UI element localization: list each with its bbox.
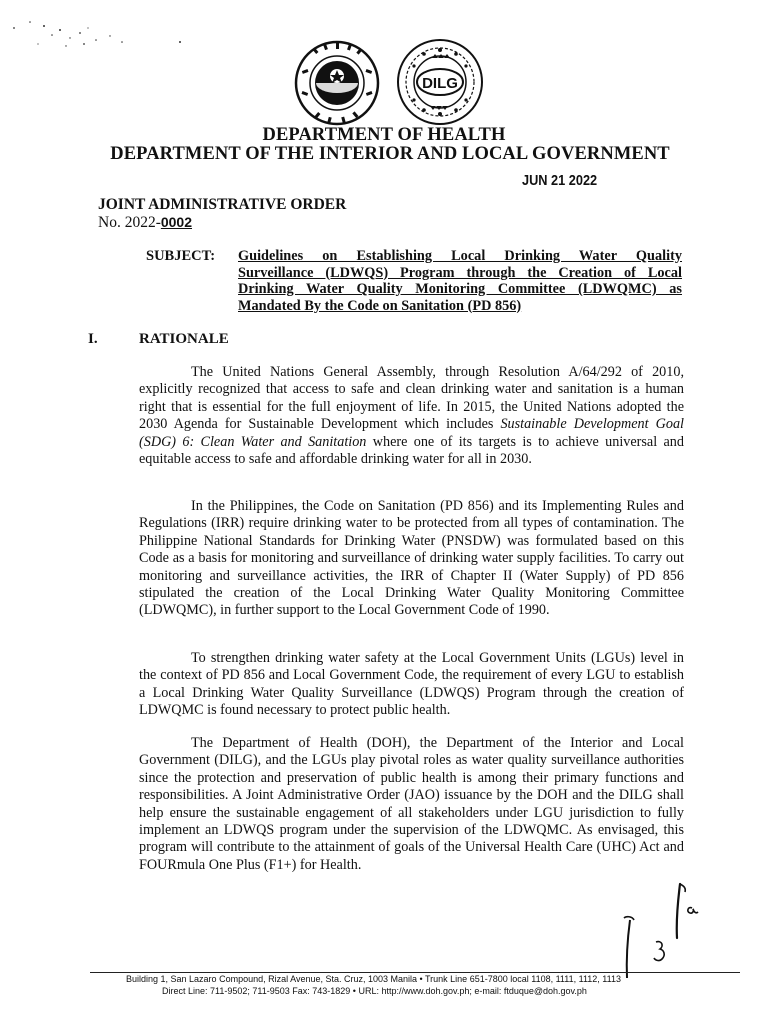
initials-signature [600,880,710,980]
order-number-prefix: No. 2022- [98,214,161,231]
doh-seal [294,40,380,126]
department-title-doh: DEPARTMENT OF HEALTH [262,125,506,145]
rationale-paragraph-3 [139,650,684,720]
rationale-paragraph-2 [139,498,684,620]
order-title: JOINT ADMINISTRATIVE ORDER [98,196,347,213]
footer-address: Building 1, San Lazaro Compound, Rizal Avenue, Sta. Cruz, 1003 Manila • Trunk Line 651-7800 local 1108, 1111, 1112, 1113 [126,974,621,984]
dilg-seal-icon [396,38,484,126]
dilg-seal-text: DILG [422,75,458,92]
subject-text [238,248,682,314]
subject-line: Mandated By the Code on Sanitation (PD 856) [238,297,522,314]
paragraph-1-text-end: where one of its targets is to achieve universal and equitable access to safe and affordable drinking water for all in 2030. [139,433,684,468]
paragraph-4-text: The Department of Health (DOH), the Department of the Interior and Local Government (DILG), and the LGUs play pivotal roles as water quality surveillance authorities since the protection and preservation of public health is among their primary functions and responsibilities. A Joint Administrative Order (JAO) issuance by the DOH and the DILG shall help ensure the sustainable engagement of all stakeholders under LGU jurisdiction to fully implement an LDWQS program under the supervision of the LDWQMC. As envisaged, this program will contribute to the attainment of goals of the Universal Health Care (UHC) Act and FOURmula One Plus (F1+) for Health. [139,735,684,873]
rationale-paragraph-1 [139,364,684,468]
paragraph-3-text: To strengthen drinking water safety at the Local Government Units (LGUs) level in the context of PD 856 and Local Government Code, the requirement of every LGU to establish a Local Drinking Water Quality Surveillance (LDWQS) Program through the creation of LDWQMC is found necessary to protect public health. [139,650,684,719]
order-number-value: 0002 [160,214,193,230]
section-title: RATIONALE [139,331,229,347]
order-number [98,214,192,232]
doh-seal-icon [294,40,380,126]
subject-line: Drinking Water Quality Monitoring Committee (LDWQMC) as [238,281,682,297]
scan-specks [0,0,190,60]
paragraph-1-text: The United Nations General Assembly, through Resolution A/64/292 of 2010, explicitly recognized that access to safe and clean drinking water and sanitation is a human right that is essential for the full enjoyment of life. In 2015, the United Nations adopted the 2030 Agenda for Sustainable Development which includes [139,364,684,433]
subject-line: Surveillance (LDWQS) Program through the Creation of Local [238,264,682,281]
dilg-seal [396,38,484,126]
date-stamp: JUN 21 2022 [522,172,598,189]
section-number: I. [88,331,98,347]
footer-rule [90,972,740,973]
footer-contact: Direct Line: 711-9502; 711-9503 Fax: 743-1829 • URL: http://www.doh.gov.ph; e-mail: ftduque@doh.gov.ph [162,986,587,996]
rationale-paragraph-4 [139,735,684,874]
subject-label: SUBJECT: [146,248,216,264]
subject-line: Guidelines on Establishing Local Drinking Water Quality [238,248,682,264]
paragraph-1-emphasis: Sustainable Development Goal (SDG) 6: Clean Water and Sanitation [139,416,684,450]
paragraph-2-text: In the Philippines, the Code on Sanitation (PD 856) and its Implementing Rules and Regulations (IRR) require drinking water to be protected from all types of contamination. The Philippine National Standards for Drinking Water (PNSDW) was formulated based on this Code as a basis for monitoring and surveillance of drinking water supply facilities. To carry out monitoring and surveillance activities, the IRR of Chapter II (Water Supply) of PD 856 stipulated the creation of the Local Drinking Water Quality Monitoring Committee (LDWQMC), in further support to the Local Government Code of 1990. [139,498,684,619]
department-title-dilg: DEPARTMENT OF THE INTERIOR AND LOCAL GOVERNMENT [110,144,670,164]
